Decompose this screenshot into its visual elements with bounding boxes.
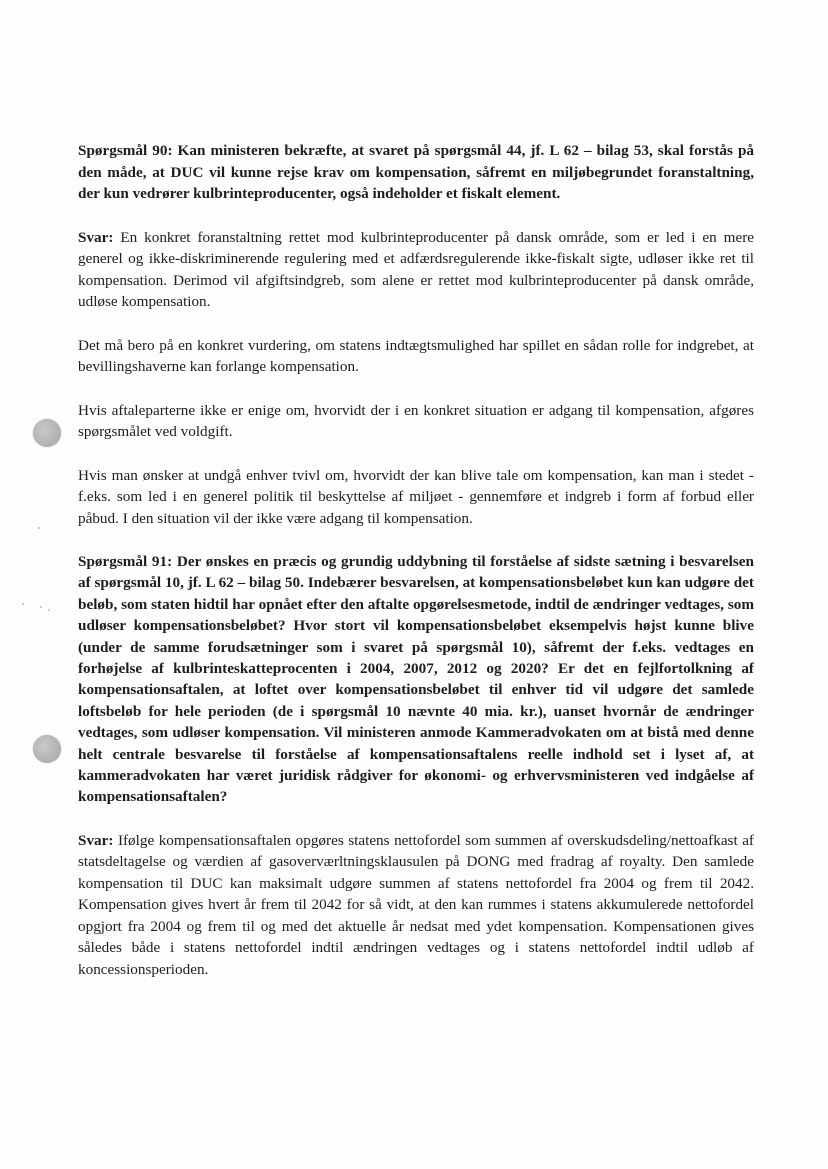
scan-speck [48, 609, 50, 611]
punch-hole-lower [33, 735, 61, 763]
scan-speck [38, 527, 40, 529]
answer-91-label: Svar: [78, 831, 114, 849]
answer-90-paragraph-2: Det må bero på en konkret vurdering, om statens indtægtsmulighed har spillet en sådan rolle for indgrebet, at bevillingshaverne kan forlange kompensation. [78, 336, 754, 375]
scan-speck [22, 603, 24, 605]
document-body [78, 140, 754, 1002]
question-90-label: Spørgsmål 90: [78, 142, 173, 159]
answer-90 [78, 227, 754, 313]
scan-speck [40, 606, 42, 608]
question-91-text: Der ønskes en præcis og grundig uddybning til forståelse af sidste sætning i besvarelsen af spørgsmål 10, jf. L 62 – bilag 50. Indebærer besvarelsen, at kompensationsbeløbet kun kan udgøre det beløb, som staten hidtil har opnået efter den aftalte opgørelsesmetode, indtil de ændringer vedtages, som udløser kompensationsbeløbet? Hvor stort vil kompensationsbeløbet eksempelvis højst kunne blive (under de samme forudsætninger som i svaret på spørgsmål 10), såfremt der f.eks. vedtages en forhøjelse af kulbrinteskatteprocenten i 2004, 2007, 2012 og 2020? Er det en fejlfortolkning af kompensationsaftalen, at loftet over kompensationsbeløbet til enhver tid vil udgøre det samlede loftsbeløb for hele perioden (de i spørgsmål 10 nævnte 40 mia. kr.), uanset hvornår de ændringer vedtages, som udløser kompensation. Vil ministeren anmode Kammeradvokaten om at bistå med denne helt centrale besvarelse til forståelse af kompensationsaftalens reelle indhold set i lyset af, at kammeradvokaten har været juridisk rådgiver for økonomi- og erhvervsministeren ved indgåelse af kompensationsaftalen? [78, 553, 754, 806]
answer-91 [78, 830, 754, 981]
question-90-text: Kan ministeren bekræfte, at svaret på spørgsmål 44, jf. L 62 – bilag 53, skal forstås på den måde, at DUC vil kunne rejse krav om kompensation, såfremt en miljøbegrundet foranstaltning, der kun vedrører kulbrinteproducenter, også indeholder et fiskalt element. [78, 142, 754, 202]
answer-90-paragraph-4: Hvis man ønsker at undgå enhver tvivl om, hvorvidt der kan blive tale om kompensation, kan man i stedet - f.eks. som led i en generel politik til beskyttelse af miljøet - gennemføre et indgreb i form af forbud eller påbud. I den situation vil der ikke være adgang til kompensation. [78, 466, 754, 527]
answer-91-text: Ifølge kompensationsaftalen opgøres statens nettofordel som summen af overskudsdeling/nettoafkast af statsdeltagelse og værdien af gasoverværltningsklausulen på DONG med fradrag af royalty. Den samlede kompensation til DUC kan maksimalt udgøre summen af statens nettofordel fra 2004 og frem til 2042. Kompensation gives hvert år frem til 2042 for så vidt, at den kan rummes i statens akkumulerede nettofordel opgjort fra 2004 og frem til og med det aktuelle år nedsat med ydet kompensation. Kompensationen gives således både i statens nettofordel indtil ændringen vedtages og i statens nettofordel indtil udløb af koncessionsperioden. [78, 831, 754, 978]
question-91 [78, 551, 754, 808]
punch-hole-upper [33, 419, 61, 447]
answer-90-text: En konkret foranstaltning rettet mod kulbrinteproducenter på dansk område, som er led i en mere generel og ikke-diskriminerende regulering med et adfærdsregulerende ikke-fiskalt sigte, udløser ikke ret til kompensation. Derimod vil afgiftsindgreb, som alene er rettet mod kulbrinteproducenter på dansk område, udløse kompensation. [78, 228, 754, 310]
question-90 [78, 140, 754, 205]
answer-90-paragraph-3: Hvis aftaleparterne ikke er enige om, hvorvidt der i en konkret situation er adgang til kompensation, afgøres spørgsmålet ved voldgift. [78, 401, 754, 440]
question-91-label: Spørgsmål 91: [78, 553, 173, 570]
answer-90-label: Svar: [78, 228, 114, 246]
